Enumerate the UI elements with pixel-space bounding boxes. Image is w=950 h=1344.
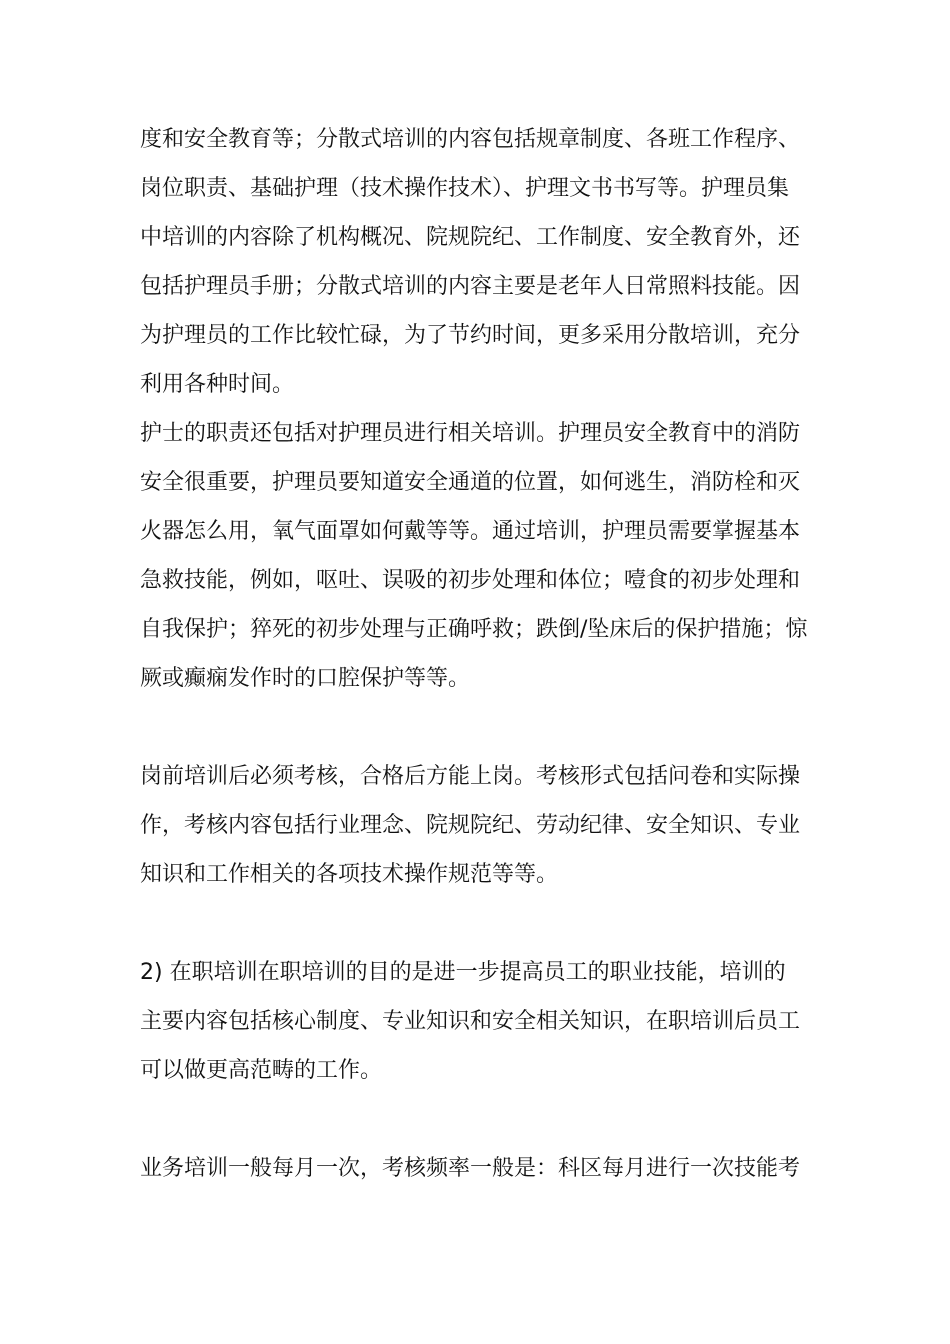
text-line: 护士的职责还包括对护理员进行相关培训。护理员安全教育中的消防 [140, 421, 801, 446]
paragraph-centralized-training [140, 115, 830, 409]
paragraph-assessment [140, 752, 830, 899]
text-line: 岗前培训后必须考核，合格后方能上岗。考核形式包括问卷和实际操 [140, 764, 801, 789]
text-line: 安全很重要，护理员要知道安全通道的位置，如何逃生，消防栓和灭 [140, 470, 801, 495]
text-line: 可以做更高范畴的工作。 [140, 1058, 383, 1083]
text-line: 自我保护；猝死的初步处理与正确呼救；跌倒/坠床后的保护措施；惊 [140, 617, 808, 642]
paragraph-gap [140, 703, 830, 752]
paragraph-gap [140, 1095, 830, 1144]
text-line: 作，考核内容包括行业理念、院规院纪、劳动纪律、安全知识、专业 [140, 813, 801, 838]
text-line: 知识和工作相关的各项技术操作规范等等。 [140, 862, 559, 887]
text-line: 火器怎么用，氧气面罩如何戴等等。通过培训，护理员需要掌握基本 [140, 519, 801, 544]
paragraph-safety-training [140, 409, 830, 703]
document-page [140, 115, 830, 1193]
text-line: 为护理员的工作比较忙碌，为了节约时间，更多采用分散培训，充分 [140, 323, 801, 348]
text-line: 岗位职责、基础护理（技术操作技术）、护理文书书写等。护理员集 [140, 176, 790, 201]
text-line: 急救技能，例如，呕吐、误吸的初步处理和体位；噎食的初步处理和 [140, 568, 801, 593]
text-line: 利用各种时间。 [140, 372, 295, 397]
text-line: 厥或癫痫发作时的口腔保护等等。 [140, 666, 471, 691]
text-line: 2) 在职培训在职培训的目的是进一步提高员工的职业技能，培训的 [140, 960, 786, 985]
paragraph-business-training [140, 1144, 830, 1193]
text-line: 中培训的内容除了机构概况、院规院纪、工作制度、安全教育外，还 [140, 225, 801, 250]
text-line: 包括护理员手册；分散式培训的内容主要是老年人日常照料技能。因 [140, 274, 801, 299]
text-line: 业务培训一般每月一次，考核频率一般是：科区每月进行一次技能考 [140, 1156, 801, 1181]
text-line: 主要内容包括核心制度、专业知识和安全相关知识，在职培训后员工 [140, 1009, 801, 1034]
text-line: 度和安全教育等；分散式培训的内容包括规章制度、各班工作程序、 [140, 127, 801, 152]
paragraph-gap [140, 899, 830, 948]
paragraph-on-the-job-training [140, 948, 830, 1095]
